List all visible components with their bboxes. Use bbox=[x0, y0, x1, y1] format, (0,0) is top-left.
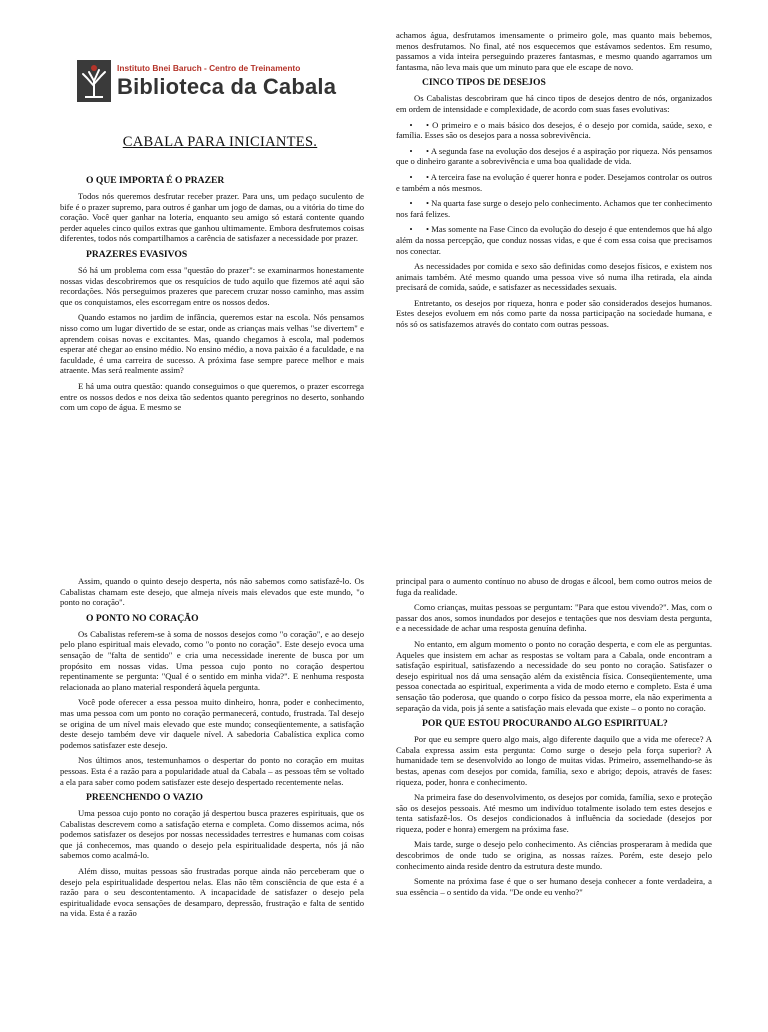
paragraph: Os Cabalistas descobriram que há cinco tipos de desejos dentro de nós, organizados em ordem de intensidade e complexidade, de acordo com suas fases evolutivas: bbox=[396, 93, 712, 114]
list-item bbox=[396, 198, 712, 219]
list-item bbox=[396, 224, 712, 256]
list-item-text: • Na quarta fase surge o desejo pelo conhecimento. Achamos que ter conhecimento nos fará felizes. bbox=[396, 198, 712, 219]
paragraph: Na primeira fase do desenvolvimento, os desejos por comida, família, sexo e proteção são os desejos pessoais. Até mesmo um indivíduo totalmente isolado tem estes desejos e tenta satisfazê-los. Os desejos condicionados à influência da sociedade (desejos por riqueza, poder e honra) emergem na próxima fase. bbox=[396, 792, 712, 834]
bullet-icon: • bbox=[409, 145, 413, 156]
list-item-text: • Mas somente na Fase Cinco da evolução do desejo é que entendemos que há algo além da nossa percepção, que conduz nossas vidas, e que é com essa coisa que precisamos nos conectar. bbox=[396, 224, 712, 256]
paragraph: Só há um problema com essa "questão do prazer": se examinarmos honestamente nossas vidas descobriremos que os resquícios de tudo aquilo que fizemos até aqui são recordações. Nós perseguimos prazeres que parecem cruzar nosso caminho, mas assim que os conquistamos, eles escorregam entre os nossos dedos. bbox=[60, 264, 364, 307]
paragraph: Mais tarde, surge o desejo pelo conhecimento. As ciências prosperaram à medida que descobrimos de onde tudo se origina, as nossas raízes. Porém, este desejo pelo conhecimento ainda reside dentro da estrutura deste mundo. bbox=[396, 839, 712, 871]
page1-left-column bbox=[60, 172, 364, 418]
document-title: CABALA PARA INICIANTES. bbox=[122, 134, 318, 150]
paragraph: Assim, quando o quinto desejo desperta, nós não sabemos como satisfazê-lo. Os Cabalistas chamam este desejo, que almeja níveis mais elevados que este mundo, "o ponto no coração". bbox=[60, 576, 364, 608]
paragraph: Nos últimos anos, testemunhamos o despertar do ponto no coração em muitas pessoas. Esta é a razão para a popularidade atual da Cabala – as pessoas têm se voltado a ela para saber como podem satisfazer este desejo despertado recentemente nelas. bbox=[60, 755, 364, 787]
list-item-text: • A segunda fase na evolução dos desejos é a aspiração por riqueza. Nós pensamos que o dinheiro garante a sobrevivência e uma boa qualidade de vida. bbox=[396, 145, 712, 167]
paragraph: Entretanto, os desejos por riqueza, honra e poder são considerados desejos humanos. Estes desejos evoluem em nós como parte da nossa participação na sociedade humana, e nós só os satisfazemos através do contato com outras pessoas. bbox=[396, 297, 712, 330]
tree-logo-icon bbox=[77, 60, 111, 102]
section-heading: POR QUE ESTOU PROCURANDO ALGO ESPIRITUAL? bbox=[422, 718, 668, 730]
document-page-2 bbox=[0, 520, 768, 1032]
list-item-text: • O primeiro e o mais básico dos desejos, é o desejo por comida, saúde, sexo, e família. Esses são os desejos para a nossa sobrevivência. bbox=[396, 119, 712, 141]
document-page-1 bbox=[0, 0, 768, 512]
paragraph: Como crianças, muitas pessoas se perguntam: "Para que estou vivendo?". Mas, com o passar dos anos, somos inundados por desejos e tentações que nos desviam desta pergunta, e a necessidade de achar uma resposta genuína definha. bbox=[396, 602, 712, 634]
section-heading: PREENCHENDO O VAZIO bbox=[86, 792, 203, 804]
library-name: Biblioteca da Cabala bbox=[117, 74, 337, 99]
paragraph: Você pode oferecer a essa pessoa muito dinheiro, honra, poder e conhecimento, mas uma pessoa com um ponto no coração permanecerá, contudo, frustrada. Tal desejo se origina de um nível mais elevado que este mundo; conseqüentemente, a satisfação deste desejo também deve vir daquele nível. A sabedoria Cabalística explica como podemos satisfazer este desejo. bbox=[60, 697, 364, 750]
page2-left-column bbox=[60, 576, 364, 924]
bullet-icon: • bbox=[409, 198, 413, 209]
paragraph: Somente na próxima fase é que o ser humano deseja conhecer a fonte verdadeira, a sua essência – o sentido da vida. "De onde eu venho?" bbox=[396, 876, 712, 897]
page2-right-column bbox=[396, 576, 712, 902]
institute-name: Instituto Bnei Baruch - Centro de Treinamento bbox=[117, 63, 301, 73]
paragraph: Além disso, muitas pessoas são frustradas porque ainda não perceberam que o desejo pela espiritualidade despertou nelas. Elas não têm consciência de que esta é a razão para o seu descontentamento. A incapacidade de satisfazer o desejo pela espiritualidade evoca sensações de desamparo, depressão, frustração e falta de sentido na vida. Esta é a razão bbox=[60, 866, 364, 919]
bullet-icon: • bbox=[409, 171, 413, 182]
paragraph: No entanto, em algum momento o ponto no coração desperta, e com ele as perguntas. Aqueles que insistem em achar as respostas se voltam para a Cabala, onde encontram a satisfação espiritual, satisfazendo a necessidade do seu ponto no coração. Satisfazer o desejo espiritual nos dá uma sensação além da existência física. Conseqüentemente, uma pessoa conectada ao espiritual, experimenta a vida de modo eterno e completo. Esta é uma sensação tão poderosa, que quando o corpo físico da pessoa morre, ela não experimenta a separação da vida, pois já sente a satisfação mais elevada que existe – o ponto no coração. bbox=[396, 638, 712, 713]
section-heading: CINCO TIPOS DE DESEJOS bbox=[422, 77, 546, 89]
section-heading: O QUE IMPORTA É O PRAZER bbox=[86, 175, 225, 186]
paragraph: E há uma outra questão: quando conseguimos o que queremos, o prazer escorrega entre os nossos dedos e nos deixa tão sedentos quanto peregrinos no deserto, sonhando com um copo de água. E mesmo se bbox=[60, 380, 364, 413]
paragraph: Quando estamos no jardim de infância, queremos estar na escola. Nós pensamos nisso como um lugar divertido de se estar, onde as crianças mais velhas "se divertem" e aprendem coisas novas e excitantes. Mas, quando chegamos à escola, mal podemos esperar até chegar ao ensino médio. No ensino médio, a nova paixão é a faculdade, e na faculdade, é uma carreira de sucesso. A próxima fase sempre parece melhor e mais atraente. Mas será realmente assim? bbox=[60, 312, 364, 376]
paragraph: Por que eu sempre quero algo mais, algo diferente daquilo que a vida me oferece? A Cabala expressa assim esta pergunta: Como surge o desejo pela força superior? A humanidade tem se desenvolvido ao longo de muitas vidas. Primeiro, assemelhando-se às bestas, apenas com desejos por comida, família, sexo e abrigo; depois, através de fases: riqueza, poder, honra e conhecimento. bbox=[396, 734, 712, 787]
paragraph-continuation: achamos água, desfrutamos imensamente o primeiro gole, mas quanto mais bebemos, menos desfrutamos. No final, até nos esquecemos que estávamos sedentos. Em resumo, passamos a vida inteira perseguindo prazeres fantasmas, e mesmo quando agarramos um fantasma, não leva mais que um minuto para que ele escape de novo. bbox=[396, 30, 712, 72]
list-item-text: • A terceira fase na evolução é querer honra e poder. Desejamos controlar os outros e também a nós mesmos. bbox=[396, 171, 712, 193]
paragraph: Os Cabalistas referem-se à soma de nossos desejos como "o coração", e ao desejo pelo plano espiritual mais elevado, como "o ponto no coração". Este desejo evoca uma sensação de "falta de sentido" e cria uma necessidade inerente de busca por um propósito em nossas vidas. Uma pessoa cujo ponto no coração despertou repentinamente se pergunta: "Qual é o sentido em minha vida?". E nenhuma resposta relacionada ao plano material responderá àquela pergunta. bbox=[60, 628, 364, 692]
bullet-icon: • bbox=[409, 224, 413, 235]
paragraph: Uma pessoa cujo ponto no coração já despertou busca prazeres espirituais, que os Cabalistas descrevem como a satisfação eterna e completa. Como dissemos acima, nós podemos satisfazer os desejos por nossas necessidades terrestres e humanas com coisas que já conhecemos, mas quando o desejo pela espiritualidade desperta, nós já não sabemos como acalmá-lo. bbox=[60, 808, 364, 861]
paragraph: As necessidades por comida e sexo são definidas como desejos físicos, e existem nos animais também. Até mesmo quando uma pessoa vive só numa ilha retirada, ela ainda precisará de comida, saúde, e satisfazer as necessidades sexuais. bbox=[396, 261, 712, 293]
paragraph-continuation: principal para o aumento contínuo no abuso de drogas e álcool, bem como outros meios de fuga da realidade. bbox=[396, 576, 712, 597]
section-heading: PRAZERES EVASIVOS bbox=[86, 248, 188, 260]
section-heading: O PONTO NO CORAÇÃO bbox=[86, 612, 199, 624]
paragraph: Todos nós queremos desfrutar receber prazer. Para uns, um pedaço suculento de bife é o prazer supremo, para outros é ganhar um jogo de damas, ou a vitória do time do coração. Você quer ganhar na loteria, enquanto seu amigo só estará contente quando perder aqueles cinco quilos extras que ganhou ultimamente. Embora desfrutemos coisas diferentes, todos nós compartilhamos a carência de satisfazer a necessidade por prazer. bbox=[60, 191, 364, 244]
list-item bbox=[396, 146, 712, 167]
bullet-icon: • bbox=[409, 119, 413, 130]
list-item bbox=[396, 172, 712, 193]
list-item bbox=[396, 120, 712, 141]
institute-logo bbox=[77, 60, 347, 102]
page1-right-column bbox=[396, 30, 712, 335]
